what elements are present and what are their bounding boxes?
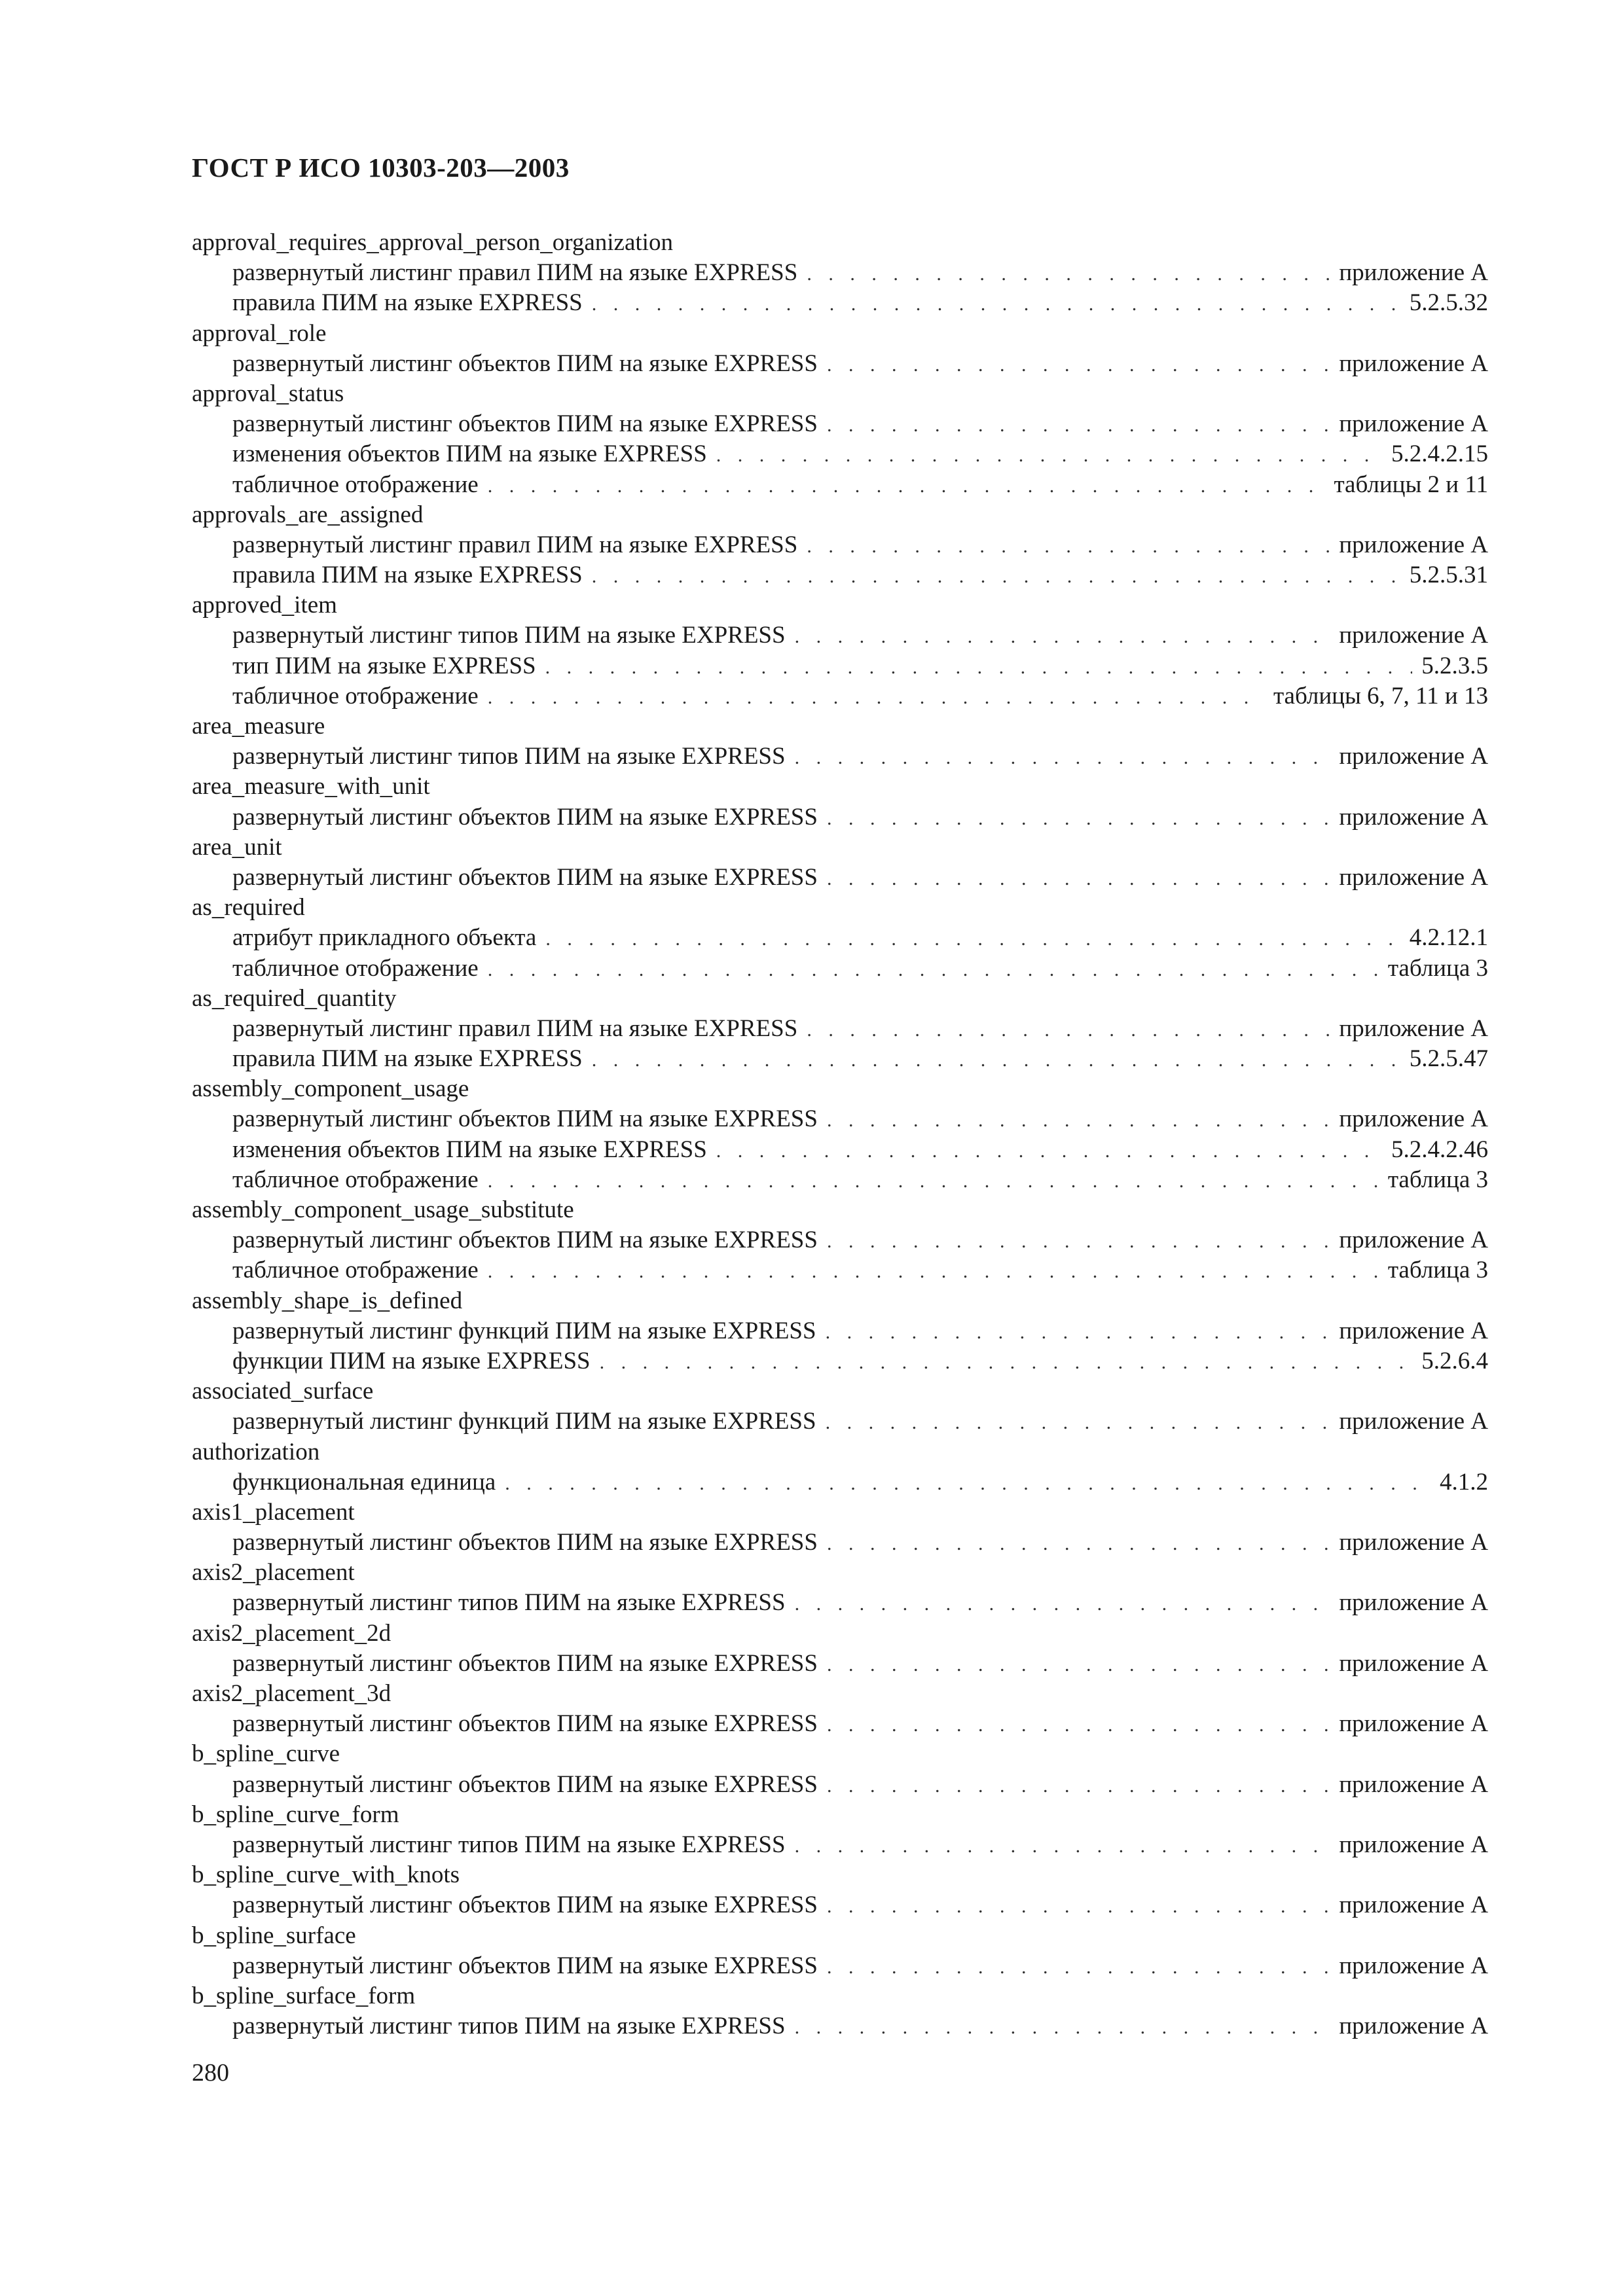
entry-reference: приложение А — [1339, 1589, 1488, 1617]
entry-label: табличное отображение — [232, 471, 479, 498]
dot-leader — [505, 1469, 1431, 1499]
dot-leader — [827, 864, 1330, 894]
entry-label: развернутый листинг объектов ПИМ на языке EXPRESS — [232, 1649, 818, 1677]
index-entry — [192, 349, 1488, 379]
index-entry — [192, 1255, 1488, 1285]
dot-leader — [827, 350, 1330, 380]
index-entry — [192, 1044, 1488, 1074]
index-entry — [192, 530, 1488, 560]
dot-leader — [827, 804, 1330, 834]
entry-label: развернутый листинг типов ПИМ на языке EXPRESS — [232, 1589, 786, 1617]
entry-reference: приложение А — [1339, 1649, 1488, 1677]
dot-leader — [488, 1257, 1379, 1287]
dot-leader — [807, 531, 1330, 562]
entry-reference: приложение А — [1339, 1770, 1488, 1798]
entry-reference: 5.2.4.2.15 — [1391, 440, 1488, 468]
entry-reference: приложение А — [1339, 2013, 1488, 2040]
page-number: 280 — [192, 2059, 229, 2087]
index-term: assembly_shape_is_defined — [192, 1287, 463, 1314]
index-term: area_measure — [192, 713, 325, 740]
entry-label: развернутый листинг объектов ПИМ на языке EXPRESS — [232, 1227, 818, 1254]
entry-label: правила ПИМ на языке EXPRESS — [232, 1045, 583, 1073]
entry-reference: приложение А — [1339, 1952, 1488, 1979]
index-entry — [192, 1104, 1488, 1134]
index-term: axis2_placement — [192, 1559, 355, 1587]
entry-reference: 5.2.5.47 — [1409, 1045, 1488, 1073]
entry-label: развернутый листинг функций ПИМ на языке EXPRESS — [232, 1317, 816, 1344]
index-entry — [192, 1346, 1488, 1376]
index-entry — [192, 560, 1488, 590]
index-entry — [192, 1467, 1488, 1498]
entry-reference: приложение А — [1339, 1408, 1488, 1435]
dot-leader — [807, 259, 1330, 289]
index-entry — [192, 1830, 1488, 1860]
entry-label: развернутый листинг объектов ПИМ на языке EXPRESS — [232, 1770, 818, 1798]
entry-reference: 4.1.2 — [1440, 1468, 1488, 1496]
entry-label: развернутый листинг функций ПИМ на языке EXPRESS — [232, 1408, 816, 1435]
index-entry — [192, 258, 1488, 288]
index-term: b_spline_surface — [192, 1922, 356, 1949]
entry-reference: 5.2.3.5 — [1421, 652, 1488, 679]
dot-leader — [592, 562, 1400, 592]
index-entry — [192, 288, 1488, 318]
dot-leader — [795, 622, 1330, 652]
dot-leader — [826, 1318, 1330, 1348]
dot-leader — [488, 471, 1325, 501]
entry-reference: приложение А — [1339, 1710, 1488, 1738]
index-term: area_measure_with_unit — [192, 773, 430, 800]
entry-label: развернутый листинг объектов ПИМ на языке EXPRESS — [232, 1529, 818, 1556]
entry-reference: 5.2.5.31 — [1409, 562, 1488, 589]
entry-reference: приложение А — [1339, 259, 1488, 287]
index-term: area_unit — [192, 833, 282, 861]
index-entry — [192, 1890, 1488, 1920]
entry-reference: таблица 3 — [1387, 1166, 1488, 1193]
document-header: ГОСТ Р ИСО 10303-203—2003 — [192, 152, 570, 183]
entry-reference: таблица 3 — [1387, 1257, 1488, 1284]
entry-label: функциональная единица — [232, 1468, 496, 1496]
index-term: b_spline_surface_form — [192, 1982, 416, 2009]
entry-reference: таблицы 6, 7, 11 и 13 — [1273, 682, 1488, 709]
index-entry — [192, 409, 1488, 439]
dot-leader — [716, 1136, 1382, 1166]
entry-reference: таблица 3 — [1387, 954, 1488, 982]
entry-reference: приложение А — [1339, 622, 1488, 649]
entry-reference: приложение А — [1339, 1014, 1488, 1042]
index-term: as_required_quantity — [192, 984, 397, 1012]
entry-reference: приложение А — [1339, 1529, 1488, 1556]
index-term: associated_surface — [192, 1378, 374, 1405]
dot-leader — [795, 1831, 1330, 1861]
dot-leader — [545, 653, 1413, 683]
entry-label: развернутый листинг типов ПИМ на языке EXPRESS — [232, 2013, 786, 2040]
entry-reference: приложение А — [1339, 531, 1488, 558]
index-term: b_spline_curve_with_knots — [192, 1861, 460, 1889]
entry-reference: приложение А — [1339, 743, 1488, 770]
index-entry — [192, 1225, 1488, 1255]
entry-label: развернутый листинг правил ПИМ на языке EXPRESS — [232, 531, 798, 558]
index-term: as_required — [192, 894, 305, 922]
entry-reference: приложение А — [1339, 350, 1488, 377]
index-entry — [192, 2011, 1488, 2041]
entry-label: развернутый листинг объектов ПИМ на языке EXPRESS — [232, 1710, 818, 1738]
entry-label: правила ПИМ на языке EXPRESS — [232, 562, 583, 589]
entry-label: развернутый листинг правил ПИМ на языке EXPRESS — [232, 1014, 798, 1042]
dot-leader — [592, 289, 1400, 319]
index-entry — [192, 1316, 1488, 1346]
entry-label: развернутый листинг типов ПИМ на языке EXPRESS — [232, 743, 786, 770]
entry-label: развернутый листинг типов ПИМ на языке EXPRESS — [232, 622, 786, 649]
entry-reference: приложение А — [1339, 1317, 1488, 1344]
dot-leader — [827, 1105, 1330, 1136]
index-term: authorization — [192, 1438, 320, 1465]
entry-label: развернутый листинг правил ПИМ на языке EXPRESS — [232, 259, 798, 287]
index-entry — [192, 1588, 1488, 1618]
index-entry — [192, 954, 1488, 984]
entry-label: табличное отображение — [232, 682, 479, 709]
entry-label: развернутый листинг объектов ПИМ на языке EXPRESS — [232, 1105, 818, 1133]
dot-leader — [807, 1015, 1330, 1045]
index-entry — [192, 651, 1488, 681]
dot-leader — [592, 1045, 1400, 1075]
entry-reference: приложение А — [1339, 1105, 1488, 1133]
dot-leader — [488, 955, 1379, 985]
index-entry — [192, 1528, 1488, 1558]
entry-label: функции ПИМ на языке EXPRESS — [232, 1347, 591, 1374]
entry-reference: 4.2.12.1 — [1409, 924, 1488, 952]
index-entry — [192, 1770, 1488, 1800]
index-entry — [192, 863, 1488, 893]
entry-reference: приложение А — [1339, 863, 1488, 891]
entry-reference: таблицы 2 и 11 — [1334, 471, 1488, 498]
entry-reference: приложение А — [1339, 410, 1488, 438]
index-term: axis2_placement_2d — [192, 1619, 392, 1647]
dot-leader — [827, 1227, 1330, 1257]
index-list — [192, 228, 1488, 2041]
entry-reference: приложение А — [1339, 1831, 1488, 1858]
entry-label: изменения объектов ПИМ на языке EXPRESS — [232, 1136, 707, 1163]
index-term: approval_requires_approval_person_organization — [192, 229, 673, 256]
entry-label: развернутый листинг объектов ПИМ на языке EXPRESS — [232, 1952, 818, 1979]
entry-label: развернутый листинг объектов ПИМ на языке EXPRESS — [232, 863, 818, 891]
entry-label: развернутый листинг объектов ПИМ на языке EXPRESS — [232, 410, 818, 438]
entry-label: тип ПИМ на языке EXPRESS — [232, 652, 536, 679]
dot-leader — [827, 1650, 1330, 1680]
entry-label: табличное отображение — [232, 1166, 479, 1193]
index-term: assembly_component_usage — [192, 1075, 469, 1103]
index-term: b_spline_curve_form — [192, 1801, 399, 1828]
index-entry — [192, 1135, 1488, 1165]
index-entry — [192, 1014, 1488, 1044]
dot-leader — [827, 410, 1330, 440]
dot-leader — [716, 440, 1382, 471]
index-term: approved_item — [192, 592, 337, 619]
dot-leader — [827, 1710, 1330, 1740]
dot-leader — [827, 1892, 1330, 1922]
index-term: axis2_placement_3d — [192, 1680, 392, 1707]
index-entry — [192, 681, 1488, 711]
index-entry — [192, 1407, 1488, 1437]
dot-leader — [827, 1771, 1330, 1801]
entry-label: изменения объектов ПИМ на языке EXPRESS — [232, 440, 707, 468]
dot-leader — [827, 1952, 1330, 1982]
index-term: assembly_component_usage_substitute — [192, 1196, 574, 1223]
entry-reference: приложение А — [1339, 803, 1488, 831]
entry-label: развернутый листинг объектов ПИМ на языке EXPRESS — [232, 350, 818, 377]
dot-leader — [826, 1408, 1330, 1438]
index-term: approval_status — [192, 380, 344, 407]
index-term: b_spline_curve — [192, 1740, 340, 1768]
dot-leader — [488, 1166, 1379, 1196]
dot-leader — [600, 1348, 1413, 1378]
entry-label: развернутый листинг объектов ПИМ на языке EXPRESS — [232, 803, 818, 831]
entry-label: табличное отображение — [232, 1257, 479, 1284]
dot-leader — [827, 1529, 1330, 1559]
index-entry — [192, 1165, 1488, 1195]
index-entry — [192, 1709, 1488, 1739]
index-entry — [192, 923, 1488, 953]
index-entry — [192, 620, 1488, 651]
entry-label: атрибут прикладного объекта — [232, 924, 537, 952]
entry-reference: приложение А — [1339, 1227, 1488, 1254]
dot-leader — [795, 1589, 1330, 1619]
entry-label: табличное отображение — [232, 954, 479, 982]
entry-label: развернутый листинг типов ПИМ на языке EXPRESS — [232, 1831, 786, 1858]
entry-reference: приложение А — [1339, 1892, 1488, 1919]
entry-reference: 5.2.4.2.46 — [1391, 1136, 1488, 1163]
dot-leader — [488, 683, 1264, 713]
dot-leader — [545, 924, 1400, 954]
index-term: axis1_placement — [192, 1498, 355, 1526]
index-term: approval_role — [192, 319, 327, 347]
entry-label: развернутый листинг объектов ПИМ на языке EXPRESS — [232, 1892, 818, 1919]
index-entry — [192, 742, 1488, 772]
index-entry — [192, 1951, 1488, 1981]
dot-leader — [795, 743, 1330, 773]
index-entry — [192, 470, 1488, 500]
entry-label: правила ПИМ на языке EXPRESS — [232, 289, 583, 317]
index-entry — [192, 1649, 1488, 1679]
entry-reference: 5.2.6.4 — [1421, 1347, 1488, 1374]
index-entry — [192, 802, 1488, 833]
dot-leader — [795, 2013, 1330, 2043]
index-term: approvals_are_assigned — [192, 501, 424, 528]
index-entry — [192, 439, 1488, 469]
entry-reference: 5.2.5.32 — [1409, 289, 1488, 317]
